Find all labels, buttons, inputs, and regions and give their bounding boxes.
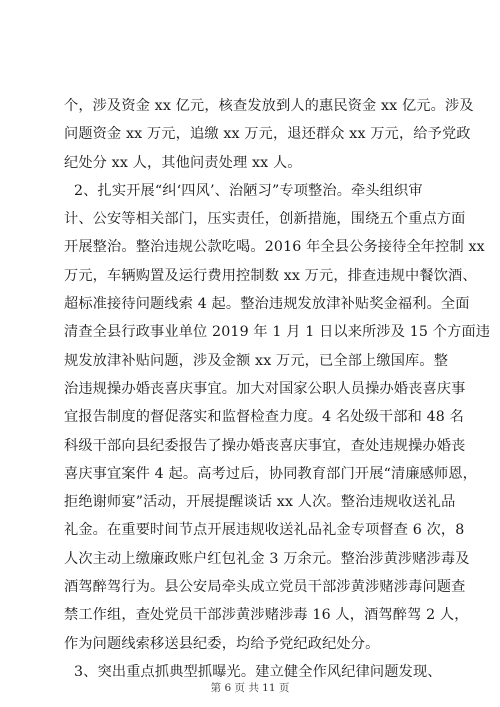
text-line: 纪处分 xx 人，其他问责处理 xx 人。 <box>64 154 302 171</box>
text-line: 人次主动上缴廉政账户红包礼金 3 万余元。整治涉黄涉赌涉毒及 <box>64 550 470 567</box>
paragraph-heading-line: 3、突出重点抓典型抓曝光。建立健全作风纪律问题发现、 <box>74 663 442 680</box>
text-line: 禁工作组，查处党员干部涉黄涉赌涉毒 16 人，酒驾醉驾 2 人， <box>64 607 469 624</box>
page-number-footer: 第 6 页 共 11 页 <box>210 682 290 694</box>
text-line: 清查全县行政事业单位 2019 年 1 月 1 日以来所涉及 15 个方面违 <box>64 324 491 341</box>
body-text <box>64 92 491 686</box>
text-line: 拒绝谢师宴”活动，开展提醒谈话 xx 人次。整治违规收送礼品 <box>64 494 456 511</box>
text-line: 科级干部向县纪委报告了操办婚丧喜庆事宜，查处违规操办婚丧 <box>64 437 466 454</box>
text-line: 治违规操办婚丧喜庆事宜。加大对国家公职人员操办婚丧喜庆事 <box>64 380 466 397</box>
text-line: 喜庆事宜案件 4 起。高考过后，协同教育部门开展“清廉感师恩， <box>64 465 478 482</box>
text-line: 规发放津补贴问题，涉及金额 xx 万元，已全部上缴国库。整 <box>64 352 449 369</box>
text-line: 个，涉及资金 xx 亿元，核查发放到人的惠民资金 xx 亿元。涉及 <box>64 98 474 114</box>
text-line: 问题资金 xx 万元，追缴 xx 万元，退还群众 xx 万元，给予党政 <box>64 126 471 143</box>
text-line: 礼金。在重要时间节点开展违规收送礼品礼金专项督查 6 次，8 <box>64 522 465 539</box>
paragraph-heading-line: 2、扎实开展“纠‘四风’、治陋习”专项整治。牵头组织审 <box>74 182 423 199</box>
text-line: 作为问题线索移送县纪委，均给予党纪政纪处分。 <box>64 635 380 652</box>
text-line: 宜报告制度的督促落实和监督检查力度。4 名处级干部和 48 名 <box>64 409 464 426</box>
text-line: 开展整治。整治违规公款吃喝。2016 年全县公务接待全年控制 xx <box>64 239 485 256</box>
text-line: 计、公安等相关部门，压实责任，创新措施，围绕五个重点方面 <box>64 211 466 228</box>
text-line: 酒驾醉驾行为。县公安局牵头成立党员干部涉黄涉赌涉毒问题查 <box>64 579 466 596</box>
text-line: 万元，车辆购置及运行费用控制数 xx 万元，排查违规中餐饮酒、 <box>64 267 477 284</box>
text-line: 超标准接待问题线索 4 起。整治违规发放津补贴奖金福利。全面 <box>64 296 470 313</box>
